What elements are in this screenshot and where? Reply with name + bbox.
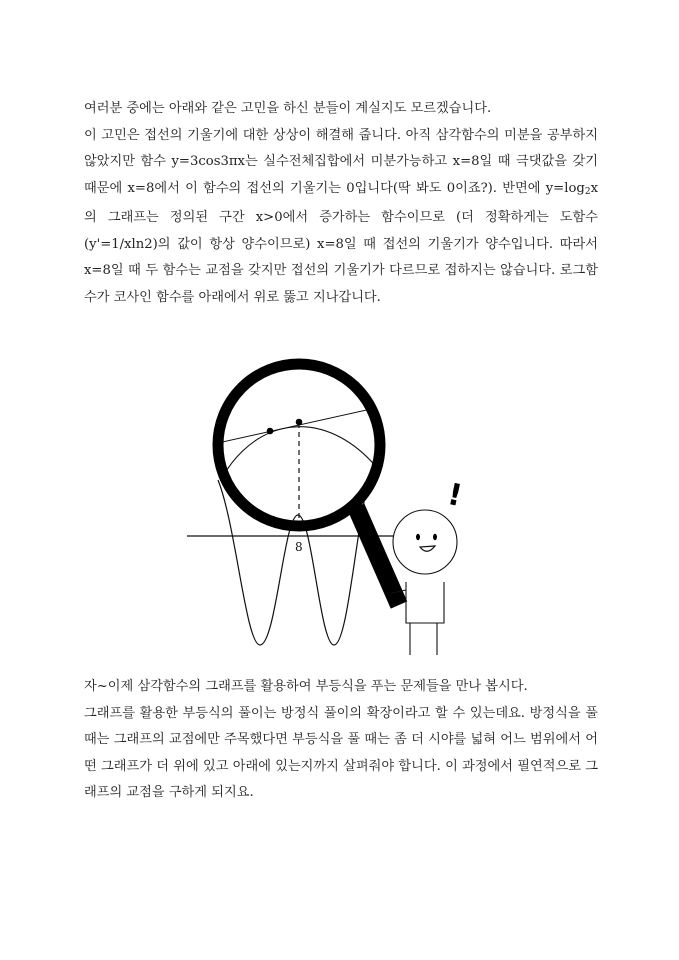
character bbox=[392, 510, 457, 655]
outro-section bbox=[84, 674, 598, 807]
outro-line-1: 자~이제 삼각함수의 그래프를 활용하여 부등식을 푸는 문제들을 만나 봅시다. bbox=[84, 679, 528, 694]
magnifier-handle bbox=[356, 507, 399, 605]
intro-line-1: 여러분 중에는 아래와 같은 고민을 하신 분들이 계실지도 모르겠습니다. bbox=[84, 101, 492, 116]
x-axis-label-8: 8 bbox=[295, 540, 303, 554]
character-eye-right bbox=[433, 534, 437, 540]
outro-paragraph: 그래프를 활용한 부등식의 풀이는 방정식 풀이의 확장이라고 할 수 있는데요. 방정식을 풀 때는 그래프의 교점에만 주목했다면 부등식을 풀 때는 좀 더 시야를 넓혀 어느 범위에서 어떤 그래프가 더 위에 있고 아래에 있는지까지 살펴줘야 합니다. 이 과정에서 필연적으로 그래프의 교점을 구하게 되지요. bbox=[84, 705, 598, 800]
intro-text-after-log: x의 그래프는 정의된 구간 x>0에서 증가하는 함수이므로 (더 정확하게는 도함수(y'=1/xln2)의 값이 항상 양수이므로) x=8일 때 접선의 기울기가 양수입니다. 따라서 x=8일 때 두 함수는 교점을 갖지만 접선의 기울기가 다르므로 접하지는 않습니다. 로그함수가 코사인 함수를 아래에서 위로 뚫고 지나갑니다. bbox=[84, 180, 598, 305]
magnifier-illustration bbox=[180, 355, 480, 655]
intro-paragraph bbox=[84, 123, 598, 312]
intro-section bbox=[84, 96, 598, 311]
log-base-subscript: 2 bbox=[584, 186, 591, 197]
intro-text-before-log: 이 고민은 접선의 기울기에 대한 상상이 해결해 줍니다. 아직 삼각함수의 미분을 공부하지 않았지만 함수 y=3cos3πx는 실수전체집합에서 미분가능하고 x=8일 때 극댓값을 갖기 때문에 x=8에서 이 함수의 접선의 기울기는 0입니다(딱 봐도 0이죠?). 반면에 y=log bbox=[84, 127, 598, 196]
character-eye-left bbox=[416, 534, 420, 540]
tangent-point-left bbox=[267, 428, 274, 435]
exclamation-mark: ! bbox=[444, 476, 466, 514]
tangent-point-max bbox=[296, 419, 303, 426]
